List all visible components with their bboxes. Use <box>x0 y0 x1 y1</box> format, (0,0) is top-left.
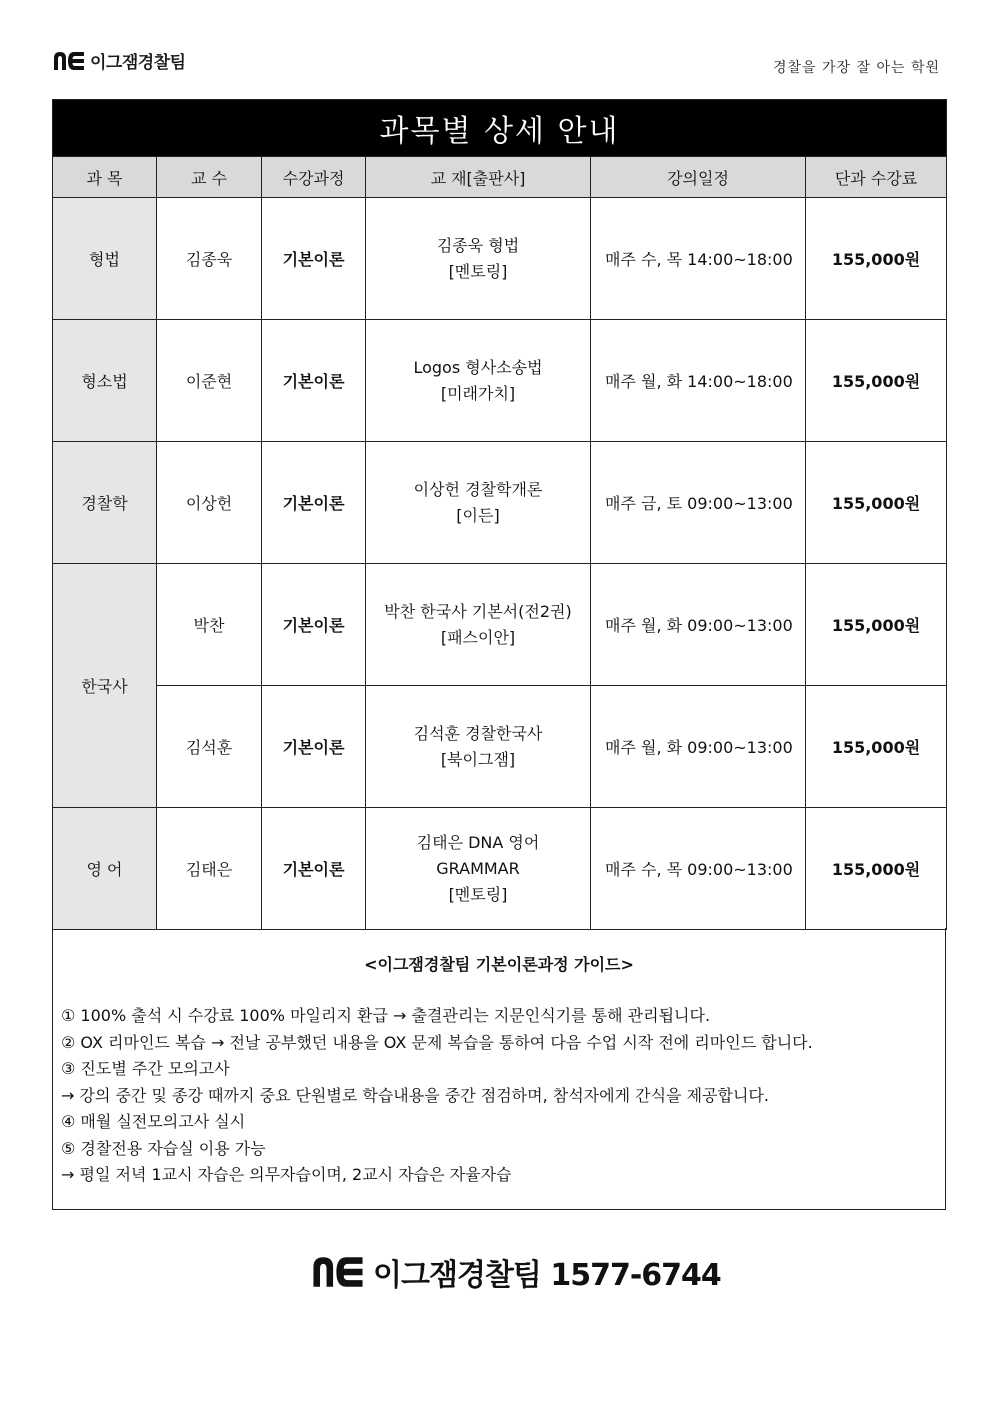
guide-item: ① 100% 출석 시 수강료 100% 마일리지 환급 → 출결관리는 지문인식기를 통해 관리됩니다. <box>61 1006 711 1025</box>
book-title: Logos 형사소송법 <box>413 357 543 377</box>
header-logo <box>52 48 186 73</box>
course-cell: 기본이론 <box>262 320 366 442</box>
subject-cell: 경찰학 <box>53 442 157 564</box>
schedule-cell: 매주 월, 화 09:00~13:00 <box>591 686 806 808</box>
column-header-course: 수강과정 <box>262 157 366 198</box>
table-title: 과목별 상세 안내 <box>53 100 947 157</box>
book-publisher: [북이그잼] <box>440 749 516 769</box>
guide-item: → 평일 저녁 1교시 자습은 의무자습이며, 2교시 자습은 자율자습 <box>61 1165 512 1184</box>
table-header-row <box>53 157 947 198</box>
guide-item: ⑤ 경찰전용 자습실 이용 가능 <box>61 1138 266 1158</box>
fee-cell: 155,000원 <box>806 198 947 320</box>
book-cell <box>366 808 591 930</box>
book-cell <box>366 320 591 442</box>
professor-cell: 이상헌 <box>157 442 262 564</box>
subject-cell: 형소법 <box>53 320 157 442</box>
course-cell: 기본이론 <box>262 564 366 686</box>
fee-cell: 155,000원 <box>806 564 947 686</box>
schedule-cell: 매주 수, 목 14:00~18:00 <box>591 198 806 320</box>
guide-box <box>52 928 946 1210</box>
footer-logo-text: 이그잼경찰팀 1577-6744 <box>373 1258 721 1293</box>
professor-cell: 김태은 <box>157 808 262 930</box>
column-header-book: 교 재[출판사] <box>366 157 591 198</box>
subject-cell: 한국사 <box>53 564 157 808</box>
fee-cell: 155,000원 <box>806 686 947 808</box>
column-header-subject: 과 목 <box>53 157 157 198</box>
table-row <box>53 808 947 930</box>
book-cell <box>366 686 591 808</box>
guide-title: <이그잼경찰팀 기본이론과정 가이드> <box>364 955 634 974</box>
column-header-professor: 교 수 <box>157 157 262 198</box>
book-title: 김종욱 형법 <box>436 235 520 255</box>
professor-cell: 김석훈 <box>157 686 262 808</box>
table-row <box>53 198 947 320</box>
course-cell: 기본이론 <box>262 808 366 930</box>
header-logo-text: 이그잼경찰팀 <box>90 53 186 73</box>
professor-cell: 박찬 <box>157 564 262 686</box>
professor-cell: 이준현 <box>157 320 262 442</box>
book-publisher: [미래가치] <box>440 383 516 403</box>
book-publisher: [멘토링] <box>448 884 508 904</box>
fee-cell: 155,000원 <box>806 320 947 442</box>
book-publisher: [이든] <box>456 505 500 525</box>
professor-cell: 김종욱 <box>157 198 262 320</box>
guide-list <box>53 1003 945 1189</box>
header-slogan: 경찰을 가장 잘 아는 학원 <box>772 60 940 76</box>
schedule-cell: 매주 월, 화 09:00~13:00 <box>591 564 806 686</box>
footer-logo <box>309 1250 721 1294</box>
schedule-cell: 매주 월, 화 14:00~18:00 <box>591 320 806 442</box>
course-cell: 기본이론 <box>262 442 366 564</box>
fee-cell: 155,000원 <box>806 442 947 564</box>
book-title-line2: GRAMMAR <box>436 858 520 878</box>
book-cell <box>366 198 591 320</box>
table-row <box>53 686 947 808</box>
subject-cell: 영 어 <box>53 808 157 930</box>
course-table <box>52 99 947 930</box>
book-cell <box>366 442 591 564</box>
guide-item: ② OX 리마인드 복습 → 전날 공부했던 내용을 OX 문제 복습을 통하여 다음 수업 시작 전에 리마인드 합니다. <box>61 1032 813 1052</box>
column-header-fee: 단과 수강료 <box>806 157 947 198</box>
book-publisher: [패스이안] <box>440 627 516 647</box>
book-title: 이상헌 경찰학개론 <box>413 479 543 499</box>
fee-cell: 155,000원 <box>806 808 947 930</box>
guide-item: ③ 진도별 주간 모의고사 <box>61 1059 230 1078</box>
course-cell: 기본이론 <box>262 198 366 320</box>
schedule-cell: 매주 금, 토 09:00~13:00 <box>591 442 806 564</box>
brand-logo-icon <box>52 50 86 72</box>
brand-logo-icon <box>309 1254 367 1290</box>
book-publisher: [멘토링] <box>448 261 508 281</box>
book-title: 김석훈 경찰한국사 <box>413 723 543 743</box>
subject-cell: 형법 <box>53 198 157 320</box>
schedule-cell: 매주 수, 목 09:00~13:00 <box>591 808 806 930</box>
book-cell <box>366 564 591 686</box>
table-row <box>53 564 947 686</box>
column-header-schedule: 강의일정 <box>591 157 806 198</box>
course-cell: 기본이론 <box>262 686 366 808</box>
table-row <box>53 442 947 564</box>
table-row <box>53 320 947 442</box>
book-title: 박찬 한국사 기본서(전2권) <box>384 601 572 621</box>
guide-item: ④ 매월 실전모의고사 실시 <box>61 1112 246 1131</box>
guide-item: → 강의 중간 및 종강 때까지 중요 단원별로 학습내용을 중간 점검하며, 참석자에게 간식을 제공합니다. <box>61 1085 769 1105</box>
book-title: 김태은 DNA 영어 <box>416 832 540 852</box>
